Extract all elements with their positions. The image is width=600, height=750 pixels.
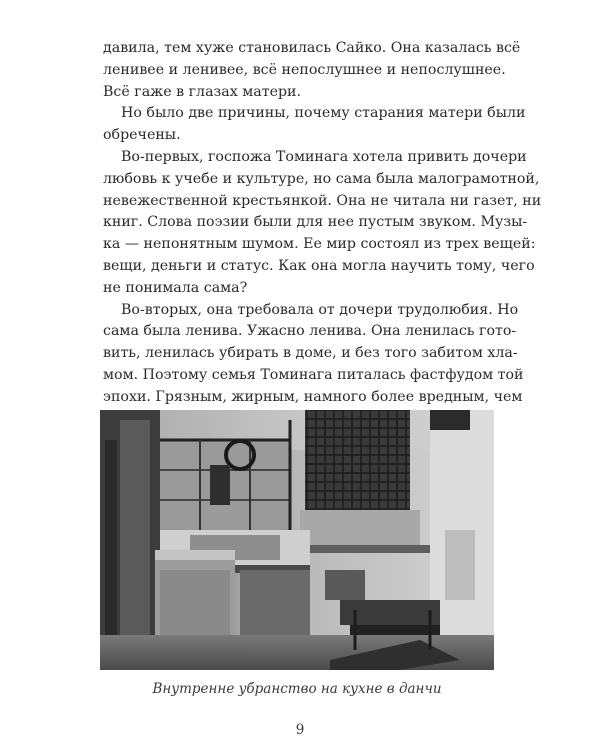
text-line: ка — непонятным шумом. Ее мир состоял из трех вещей: [103,236,536,253]
text-line: давила, тем хуже становилась Сайко. Она казалась всё [103,40,521,56]
body-text [103,38,542,409]
text-line: вить, ленилась убирать в доме, и без того забитом хла- [103,345,518,362]
text-line: книг. Слова поэзии были для нее пустым звуком. Музы- [103,214,528,231]
text-line: невежественной крестьянкой. Она не читала ни газет, ни [103,192,542,209]
text-line: мом. Поэтому семья Томинага питалась фастфудом той [103,366,524,383]
text-line: вещи, деньги и статус. Как она могла научить тому, чего [103,257,535,274]
text-line: не понимала сама? [103,279,248,296]
text-line: сама была ленива. Ужасно ленива. Она ленилась гото- [103,323,517,340]
text-line: ленивее и ленивее, всё непослушнее и непослушнее. [103,61,506,78]
text-line: Во-вторых, она требовала от дочери трудолюбия. Но [121,301,519,318]
kitchen-photo-drawing [100,410,494,670]
page-number: 9 [295,722,305,738]
text-line: обречены. [103,127,181,144]
text-line: Но было две причины, почему старания матери были [121,105,526,122]
kitchen-photo [100,410,494,670]
text-line: любовь к учебе и культуре, но сама была малограмотной, [103,170,540,187]
text-line: Во-первых, госпожа Томинага хотела привить дочери [121,148,527,165]
figure-caption: Внутренне убранство на кухне в данчи [152,681,442,697]
text-line: Всё гаже в глазах матери. [103,83,302,100]
text-line: эпохи. Грязным, жирным, намного более вредным, чем [103,388,523,405]
